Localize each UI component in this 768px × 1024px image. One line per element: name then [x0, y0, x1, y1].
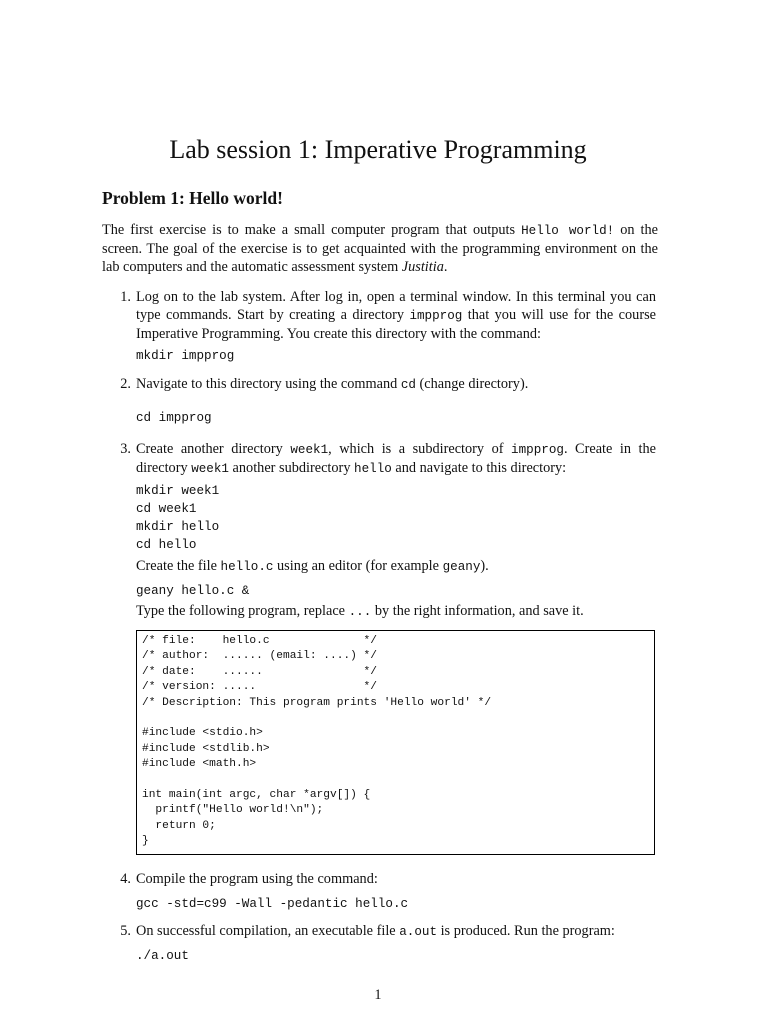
inline-code: cd	[400, 378, 416, 392]
command-line: ./a.out	[136, 949, 189, 963]
step-text	[136, 870, 656, 888]
inline-code: a.out	[399, 925, 438, 939]
step-text-part: and navigate to this directory:	[391, 460, 567, 476]
command-line: mkdir impprog	[136, 349, 235, 363]
intro-text: .	[443, 259, 448, 275]
create-file-text	[136, 557, 656, 576]
type-program-text	[136, 602, 656, 621]
step-text-part: Log on to the lab system. After log in, open a terminal window. In this terminal you can type commands. Start by creating a directory	[136, 289, 656, 323]
command-block: mkdir week1 cd week1 mkdir hello cd hello	[136, 484, 220, 552]
inline-code: ...	[348, 605, 372, 619]
step-text-part: . Create in the directory	[136, 441, 656, 476]
step-text-part: Compile the program using the command:	[136, 871, 378, 887]
inline-code: week1	[191, 462, 229, 476]
step-text-part: by the right information, and save it.	[371, 603, 584, 619]
step-text-part: another subdirectory	[228, 460, 355, 476]
step-text-part: is produced. Run the program:	[437, 923, 615, 939]
inline-code: impprog	[511, 443, 564, 457]
step-number: 5.	[120, 923, 131, 939]
step-text	[136, 922, 656, 941]
command-line: geany hello.c &	[136, 584, 250, 598]
inline-code: impprog	[409, 309, 463, 323]
step-number: 2.	[120, 376, 131, 392]
step-text-part: (change directory).	[415, 376, 529, 392]
problem-heading: Problem 1: Hello world!	[102, 188, 283, 208]
step-text-part: Create the file	[136, 558, 221, 574]
step-text	[136, 440, 656, 478]
page-number: 1	[374, 987, 382, 1003]
step-text-part: Navigate to this directory using the command	[136, 376, 401, 392]
step-text-part: On successful compilation, an executable file	[136, 923, 400, 939]
inline-code: week1	[290, 443, 329, 457]
step-number: 1.	[120, 289, 131, 305]
inline-code: geany	[442, 560, 481, 574]
step-text-part: ).	[480, 558, 489, 574]
inline-code: hello	[354, 462, 392, 476]
inline-code: hello.c	[220, 560, 274, 574]
program-listing-box	[136, 630, 655, 855]
intro-text: The first exercise is to make a small computer program that outputs	[102, 222, 522, 238]
program-listing: /* file: hello.c */ /* author: ...... (email: ....) */ /* date: ...... */ /* version: ..... */ /* Description: This program prints 'Hello world' */ #include <stdio.h> #include <stdlib.h> #include <math.h> int main(int argc, char *argv[]) { printf("Hello world!\n"); return 0; }	[142, 635, 492, 848]
emphasis-text: Justitia	[401, 259, 444, 275]
step-text	[136, 288, 656, 343]
command-line: cd impprog	[136, 411, 212, 425]
step-number: 3.	[120, 441, 131, 457]
page-title: Lab session 1: Imperative Programming	[169, 135, 587, 164]
step-number: 4.	[120, 871, 131, 887]
step-text-part: , which is a subdirectory of	[328, 441, 512, 457]
step-text-part: Create another directory	[136, 441, 291, 457]
step-text	[136, 375, 656, 394]
step-text-part: that you will use for the course Imperative Programming. You create this directory with the command:	[136, 307, 656, 342]
step-text-part: Type the following program, replace	[136, 603, 349, 619]
command-line: gcc -std=c99 -Wall -pedantic hello.c	[136, 897, 409, 911]
inline-code: Hello world!	[521, 224, 615, 238]
intro-paragraph	[102, 221, 658, 276]
step-text-part: using an editor (for example	[273, 558, 443, 574]
intro-text: on the screen. The goal of the exercise is to get acquainted with the programming environment on the lab computers and the automatic assessment system	[102, 222, 658, 275]
